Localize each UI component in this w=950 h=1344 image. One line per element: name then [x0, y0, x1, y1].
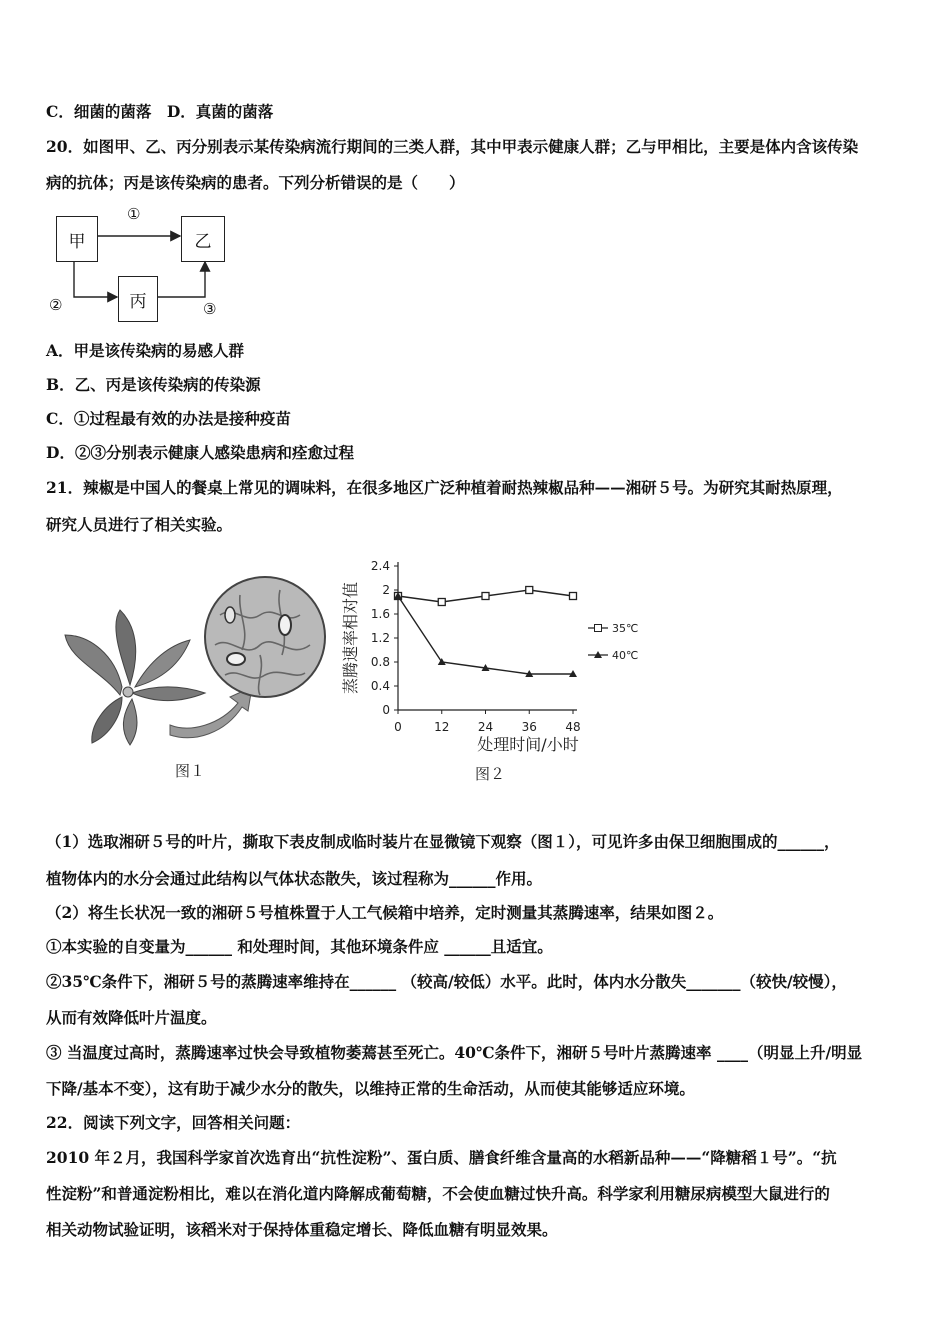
box-jia: 甲: [56, 216, 98, 262]
y-tick-label: 0.8: [370, 655, 390, 669]
step-3-label: ③: [203, 300, 217, 318]
q21-part2-sub3-line2: 下降/基本不变），这有助于减少水分的散失，以维持正常的生命活动，从而使其能够适应环境。: [46, 1079, 695, 1098]
q22-stem: 22．阅读下列文字，回答相关问题：: [46, 1113, 301, 1132]
q22-passage-line3: 相关动物试验证明，该稻米对于保持体重稳定增长、降低血糖有明显效果。: [46, 1220, 558, 1239]
q19-options-cd: C．细菌的菌落 D．真菌的菌落: [46, 102, 274, 121]
q21-stem-line2: 研究人员进行了相关实验。: [46, 515, 233, 534]
data-point-35c: [526, 587, 533, 594]
pepper-plant: [65, 610, 205, 745]
data-point-35c: [482, 593, 489, 600]
q21-part2-sub3-line1: ③ 当温度过高时，蒸腾速率过快会导致植物萎蔫甚至死亡。40℃条件下，湘研５号叶片蒸腾速率 ____（明显上升/明显: [46, 1043, 863, 1062]
legend-label: 35℃: [612, 622, 639, 635]
q21-part2: （2）将生长状况一致的湘研５号植株置于人工气候箱中培养，定时测量其蒸腾速率，结果如图２。: [46, 903, 724, 922]
microscope-view: [205, 577, 325, 697]
arrow-2: [74, 261, 117, 297]
x-tick-label: 12: [434, 720, 450, 734]
x-tick-label: 36: [521, 720, 537, 734]
data-point-35c: [570, 593, 577, 600]
q20-stem-line2: 病的抗体；丙是该传染病的患者。下列分析错误的是（ ）: [46, 173, 465, 192]
legend-marker-square: [595, 625, 602, 632]
y-tick-label: 0: [382, 703, 390, 717]
y-tick-label: 2: [382, 583, 390, 597]
q20-option-d: D．②③分别表示健康人感染患病和痊愈过程: [46, 443, 354, 462]
x-tick-label: 48: [565, 720, 581, 734]
q21-stem-line1: 21．辣椒是中国人的餐桌上常见的调味料，在很多地区广泛种植着耐热辣椒品种——湘研５号。为研究其耐热原理，: [46, 478, 843, 497]
q21-part1-line2: 植物体内的水分会通过此结构以气体状态散失，该过程称为______作用。: [46, 869, 543, 888]
figure-2-caption: 图２: [475, 765, 506, 783]
q21-part2-sub2-line2: 从而有效降低叶片温度。: [46, 1008, 217, 1027]
q21-part2-sub1: ①本实验的自变量为______ 和处理时间，其他环境条件应 ______且适宜。: [46, 937, 553, 956]
figure-1-leaf-microscope: [60, 575, 330, 750]
q20-option-b: B．乙、丙是该传染病的传染源: [46, 375, 261, 394]
x-axis-label: 处理时间/小时: [477, 735, 579, 754]
figure-2-transpiration-chart: [330, 555, 650, 760]
series-line-40c: [398, 596, 573, 674]
figure-1-caption: 图１: [175, 762, 206, 780]
diagram-arrows: [0, 0, 300, 340]
arrow-3: [157, 262, 205, 297]
q22-passage-line2: 性淀粉”和普通淀粉相比，难以在消化道内降解成葡萄糖，不会使血糖过快升高。科学家利用糖尿病模型大鼠进行的: [46, 1184, 830, 1203]
q20-option-a: A．甲是该传染病的易感人群: [46, 341, 245, 360]
y-tick-label: 1.2: [370, 631, 390, 645]
x-tick-label: 24: [477, 720, 494, 734]
data-point-40c: [438, 658, 446, 665]
y-axis-label: 蒸腾速率相对值: [341, 581, 360, 695]
y-tick-label: 1.6: [370, 607, 390, 621]
y-tick-label: 0.4: [370, 679, 390, 693]
box-yi: 乙: [181, 216, 225, 262]
data-point-35c: [438, 599, 445, 606]
x-tick-label: 0: [394, 720, 402, 734]
q20-stem-line1: 20．如图甲、乙、丙分别表示某传染病流行期间的三类人群，其中甲表示健康人群；乙与甲相比，主要是体内含该传染: [46, 137, 859, 156]
legend-label: 40℃: [612, 649, 639, 662]
y-tick-label: 2.4: [370, 559, 390, 573]
step-1-label: ①: [127, 205, 141, 223]
q22-passage-line1: 2010 年２月，我国科学家首次选育出“抗性淀粉”、蛋白质、膳食纤维含量高的水稻新品种——“降糖稻１号”。“抗: [46, 1148, 837, 1167]
step-2-label: ②: [49, 296, 63, 314]
q21-part1-line1: （1）选取湘研５号的叶片，撕取下表皮制成临时装片在显微镜下观察（图１），可见许多由保卫细胞围成的______，: [46, 832, 840, 851]
box-bing: 丙: [118, 276, 158, 322]
q21-part2-sub2-line1: ②35℃条件下，湘研５号的蒸腾速率维持在______ （较高/较低）水平。此时，体内水分散失_______（较快/较慢），: [46, 972, 847, 991]
q20-option-c: C．①过程最有效的办法是接种疫苗: [46, 409, 291, 428]
